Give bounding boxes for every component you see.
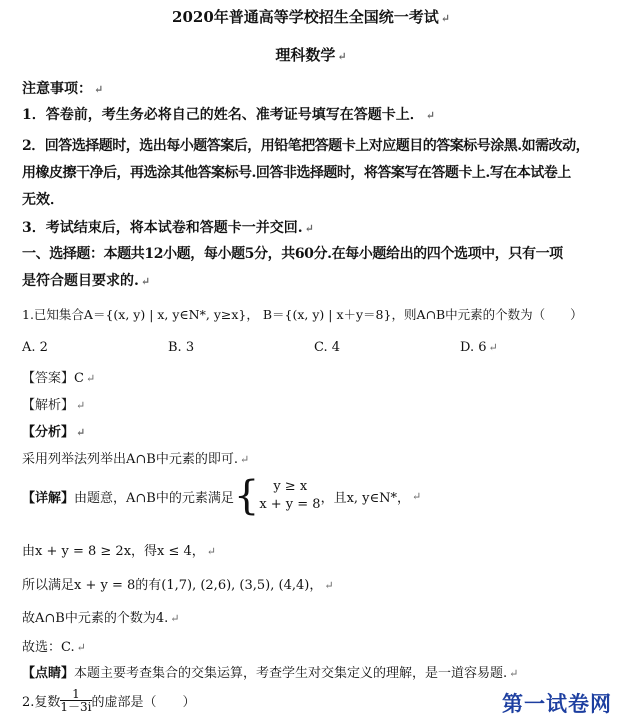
notice-2-line-2: 用橡皮擦干净后，再选涂其他答案标号.回答非选择题时，将答案写在答题卡上.写在本试卷上 — [22, 165, 571, 181]
analysis-tag: 【解析】 ↵ — [22, 398, 86, 413]
notice-1: 1．答卷前，考生务必将自己的姓名、准考证号填写在答题卡上． ↵ — [22, 107, 435, 123]
notice-2-line-3: 无效． — [22, 192, 64, 208]
notice-3: 3．考试结束后，将本试卷和答题卡一并交回. ↵ — [22, 220, 314, 236]
fenxi-text: 采用列举法列举出A∩B中元素的即可. ↵ — [22, 452, 250, 467]
watermark-logo: 第一试卷网 — [502, 692, 612, 716]
fraction: $\frac{1}{1-3i}$ — [60, 687, 92, 714]
section-heading-line-1: 一、选择题：本题共12小题，每小题5分，共60分.在每小题给出的四个选项中，只有一项 — [22, 246, 563, 262]
fenxi-tag: 【分析】 ↵ — [22, 425, 86, 440]
system-brace: { — [233, 473, 260, 519]
answer-line: 【答案】C ↵ — [22, 371, 96, 386]
exam-title: 2020年普通高等学校招生全国统一考试 ↵ — [172, 8, 450, 26]
question-2-stem: 2.复数 $\frac{1}{1-3i}$ 的虚部是（ ） — [22, 687, 196, 714]
equation-system: y ≥ x x + y = 8 — [259, 479, 321, 512]
question-1-option-b: B. 3 — [168, 340, 195, 355]
subject-title: 理科数学 ↵ — [275, 46, 347, 64]
section-heading-line-2: 是符合题目要求的. ↵ — [22, 273, 151, 289]
conclusion: 故选：C. ↵ — [22, 640, 86, 655]
detail-step-2: 所以满足x + y = 8的有(1,7), (2,6), (3,5), (4,4)， ↵ — [22, 578, 334, 593]
question-1-stem: 1.已知集合A＝{(x, y) | x, y∈N*, y≥x}， B＝{(x, y) | x＋y＝8}，则A∩B中元素的个数为（ ） — [22, 307, 583, 322]
notice-heading: 注意事项： ↵ — [22, 81, 104, 97]
detail-step-3: 故A∩B中元素的个数为4. ↵ — [22, 611, 180, 626]
question-1-option-d: D. 6 ↵ — [460, 340, 498, 355]
detail-step-1: 由x + y = 8 ≥ 2x，得x ≤ 4， ↵ — [22, 544, 216, 559]
detail-line: 【详解】 由题意，A∩B中的元素满足 { y ≥ x x + y = 8 ，且x, y∈N*， ↵ — [22, 473, 422, 519]
question-1-option-a: A. 2 — [22, 340, 48, 355]
question-1-option-c: C. 4 — [314, 340, 341, 355]
notice-2-line-1: 2．回答选择题时，选出每小题答案后，用铅笔把答题卡上对应题目的答案标号涂黑.如需改动， — [22, 138, 590, 154]
comment-line: 【点睛】本题主要考查集合的交集运算，考查学生对交集定义的理解，是一道容易题. ↵ — [22, 666, 519, 681]
